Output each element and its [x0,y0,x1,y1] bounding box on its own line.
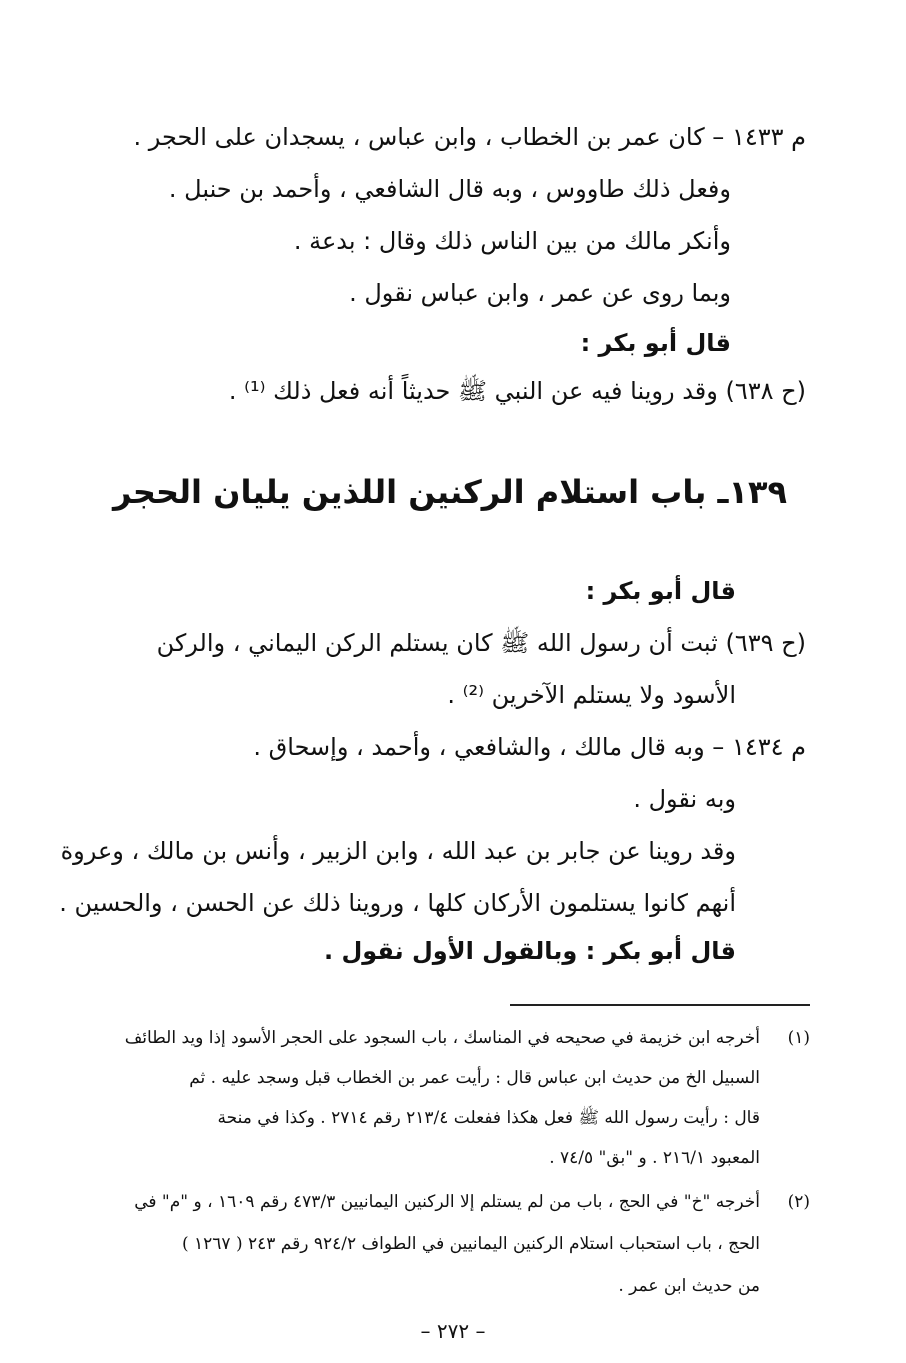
footnote-line: الحج ، باب استحباب استلام الركنين اليمانيين في الطواف ٩٢٤/٢ رقم ٢٤٣ ( ١٢٦٧ ) [181,1234,760,1254]
paragraph-line: م ١٤٣٤ – وبه قال مالك ، والشافعي ، وأحمد ، وإسحاق . [253,733,806,761]
footnote-number: (١) [787,1028,810,1048]
speaker-label: قال أبو بكر : [585,577,736,605]
hadith-line: (ح ٦٣٨) وقد روينا فيه عن النبي ﷺ حديثاً أنه فعل ذلك ⁽¹⁾ . [228,377,806,405]
footnote-line: أخرجه ابن خزيمة في صحيحه في المناسك ، باب السجود على الحجر الأسود إذا ويد الطائف [124,1028,760,1048]
footnote-line: قال : رأيت رسول الله ﷺ فعل هكذا ففعلت ٢١٣/٤ رقم ٢٧١٤ . وكذا في منحة [217,1108,760,1128]
hadith-line: (ح ٦٣٩) ثبت أن رسول الله ﷺ كان يستلم الركن اليماني ، والركن [156,629,806,657]
paragraph-line: م ١٤٣٣ – كان عمر بن الخطاب ، وابن عباس ، يسجدان على الحجر . [133,123,806,151]
paragraph-line: وفعل ذلك طاووس ، وبه قال الشافعي ، وأحمد بن حنبل . [168,175,731,203]
paragraph-line: وأنكر مالك من بين الناس ذلك وقال : بدعة . [293,227,731,255]
paragraph-line: وبه نقول . [633,785,736,813]
speaker-label: قال أبو بكر : [580,329,731,357]
chapter-heading: ١٣٩ـ باب استلام الركنين اللذين يليان الحجر [112,473,788,511]
footnote-divider [510,1004,810,1006]
footnote-number: (٢) [787,1192,810,1212]
paragraph-line: أنهم كانوا يستلمون الأركان كلها ، وروينا ذلك عن الحسن ، والحسين . [59,889,736,917]
paragraph-line: وبما روى عن عمر ، وابن عباس نقول . [349,279,731,307]
footnote-line: أخرجه "خ" في الحج ، باب من لم يستلم إلا الركنين اليمانيين ٤٧٣/٣ رقم ١٦٠٩ ، و "م" في [134,1192,760,1212]
footnote-line: المعبود ٢١٦/١ . و "بق" ٧٤/٥ . [549,1148,760,1168]
footnote-line: السبيل الخ من حديث ابن عباس قال : رأيت عمر بن الخطاب قبل وسجد عليه . ثم [189,1068,760,1088]
page-number: – ٢٧٢ – [420,1319,486,1343]
closing-statement: قال أبو بكر : وبالقول الأول نقول . [323,937,736,965]
footnote-line: من حديث ابن عمر . [618,1276,760,1296]
paragraph-line: وقد روينا عن جابر بن عبد الله ، وابن الزبير ، وأنس بن مالك ، وعروة [60,837,736,865]
hadith-line: الأسود ولا يستلم الآخرين ⁽²⁾ . [447,681,736,709]
